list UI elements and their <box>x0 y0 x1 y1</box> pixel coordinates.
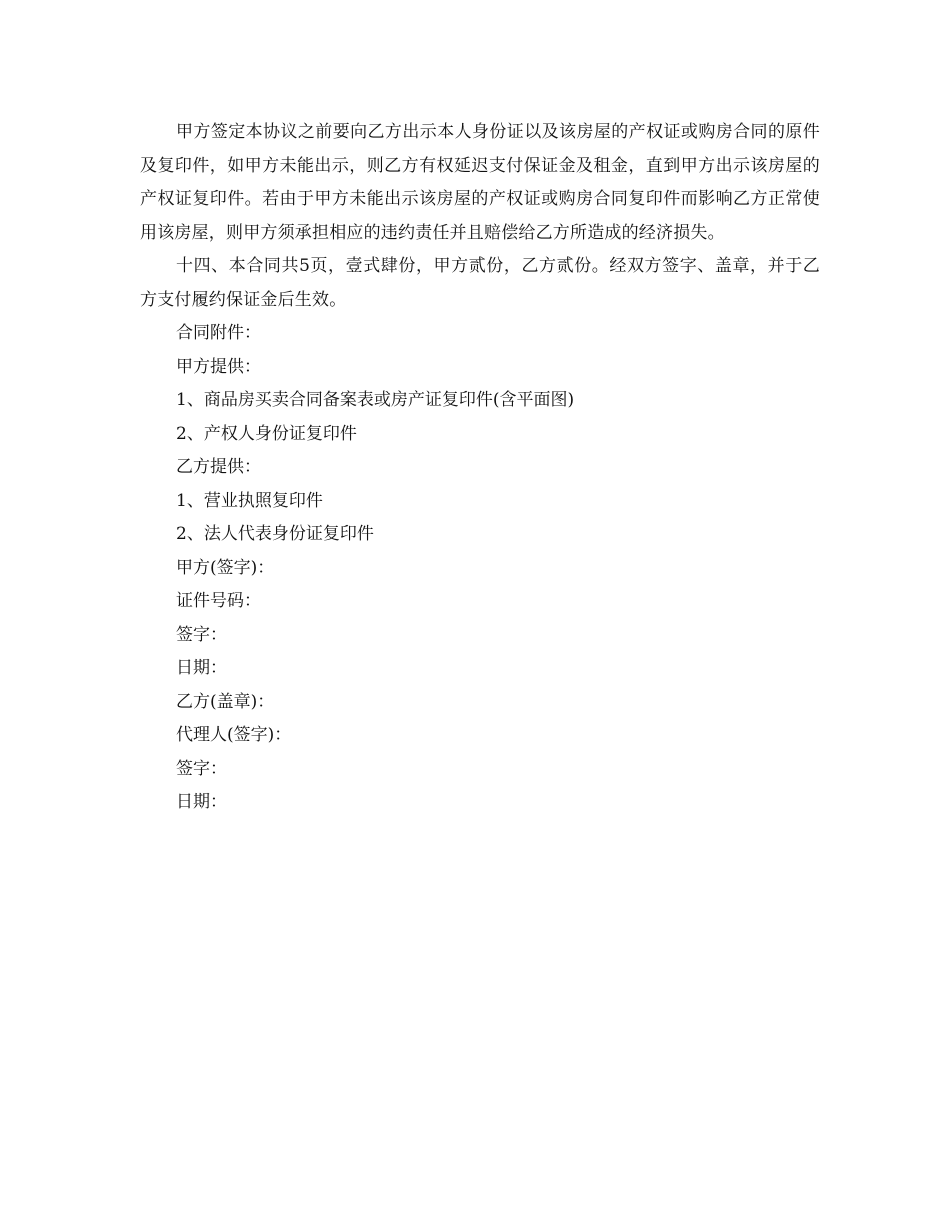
party-b-provides-item: 1、营业执照复印件 <box>176 490 323 511</box>
party-b-provides-item: 2、法人代表身份证复印件 <box>176 524 374 544</box>
party-a-provides-item: 2、产权人身份证复印件 <box>176 423 357 444</box>
party-b-date-label: 日期： <box>176 792 227 812</box>
party-a-provides-heading: 甲方提供： <box>176 356 261 377</box>
paragraph-clause-14: 十四、本合同共5页，壹式肆份，甲方贰份，乙方贰份。经双方签字、盖章，并于乙方支付履约保证金后生效。 <box>140 256 820 310</box>
party-a-provides-item: 1、商品房买卖合同备案表或房产证复印件(含平面图) <box>176 390 575 410</box>
party-a-date-label: 日期： <box>176 658 227 678</box>
party-a-sign-label: 签字： <box>176 624 227 645</box>
paragraph-id-verification: 甲方签定本协议之前要向乙方出示本人身份证以及该房屋的产权证或购房合同的原件及复印件，如甲方未能出示，则乙方有权延迟支付保证金及租金，直到甲方出示该房屋的产权证复印件。若由于甲方未能出示该房屋的产权证或购房合同复印件而影响乙方正常使用该房屋，则甲方须承担相应的违约责任并且赔偿给乙方所造成的经济损失。 <box>140 122 820 243</box>
party-b-sign-label: 签字： <box>176 758 227 779</box>
attachments-heading: 合同附件： <box>176 323 261 343</box>
party-b-provides-heading: 乙方提供： <box>176 457 261 477</box>
party-a-signature-label: 甲方(签字)： <box>176 557 275 578</box>
document-body <box>140 116 820 820</box>
party-b-seal-label: 乙方(盖章)： <box>176 691 275 712</box>
party-b-agent-label: 代理人(签字)： <box>176 725 292 745</box>
party-a-id-number-label: 证件号码： <box>176 591 261 611</box>
